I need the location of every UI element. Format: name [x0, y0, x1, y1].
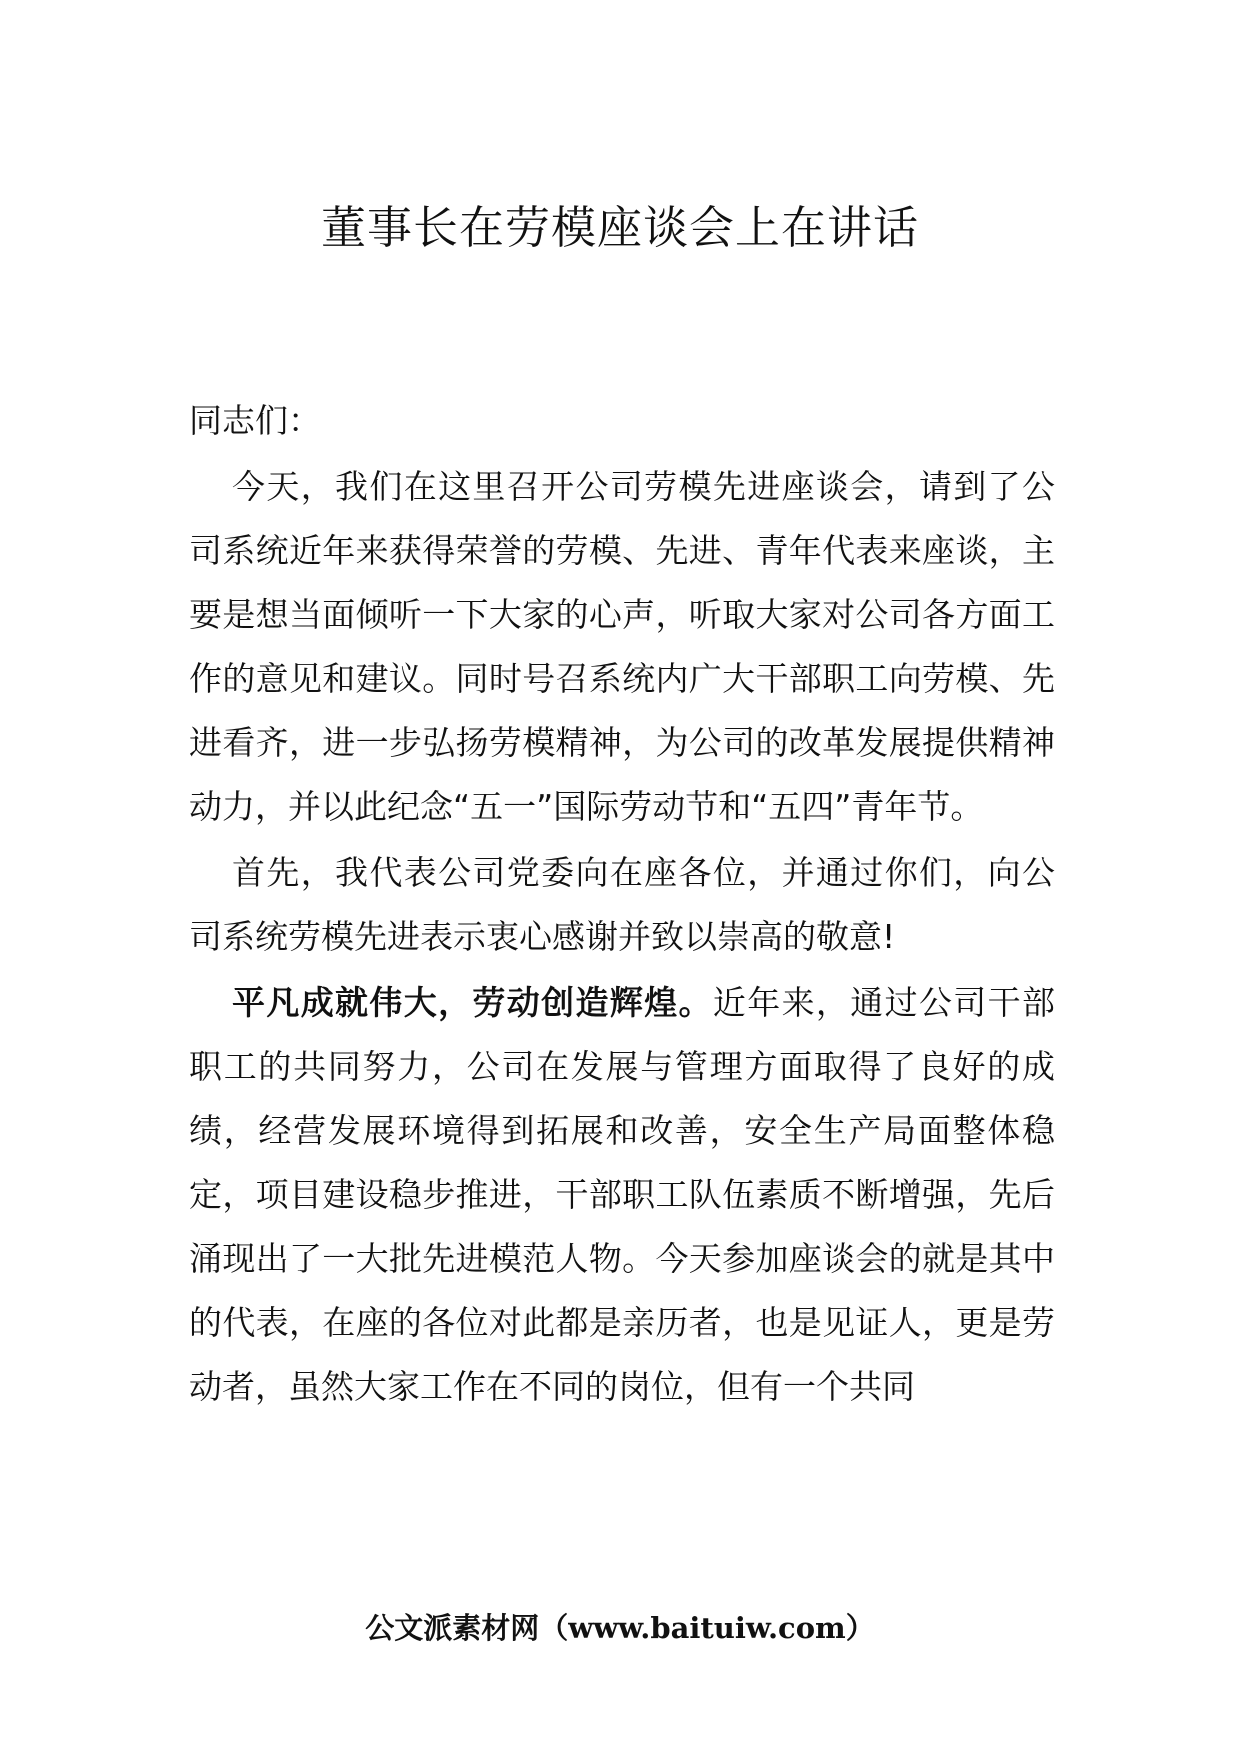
- salutation: 同志们：: [189, 401, 321, 440]
- paragraph-thanks: 首先，我代表公司党委向在座各位，并通过你们，向公司系统劳模先进表示衷心感谢并致以崇高的敬意!: [189, 853, 1055, 956]
- paragraph-section1: [189, 971, 1055, 1419]
- document-body: [189, 389, 1055, 1421]
- section-text: 近年来，通过公司干部职工的共同努力，公司在发展与管理方面取得了良好的成绩，经营发展环境得到拓展和改善，安全生产局面整体稳定，项目建设稳步推进，干部职工队伍素质不断增强，先后涌现出了一大批先进模范人物。今天参加座谈会的就是其中的代表，在座的各位对此都是亲历者，也是见证人，更是劳动者，虽然大家工作在不同的岗位，但有一个共同: [189, 983, 1056, 1406]
- footer-watermark: 公文派素材网（www.baituiw.com）: [365, 1611, 875, 1645]
- section-heading: 平凡成就伟大，劳动创造辉煌。: [232, 983, 713, 1022]
- paragraph-intro: 今天，我们在这里召开公司劳模先进座谈会，请到了公司系统近年来获得荣誉的劳模、先进、青年代表来座谈，主要是想当面倾听一下大家的心声，听取大家对公司各方面工作的意见和建议。同时号召系统内广大干部职工向劳模、先进看齐，进一步弘扬劳模精神，为公司的改革发展提供精神动力，并以此纪念“五一”国际劳动节和“五四”青年节。: [189, 467, 1055, 826]
- page-title: 董事长在劳模座谈会上在讲话: [320, 201, 919, 254]
